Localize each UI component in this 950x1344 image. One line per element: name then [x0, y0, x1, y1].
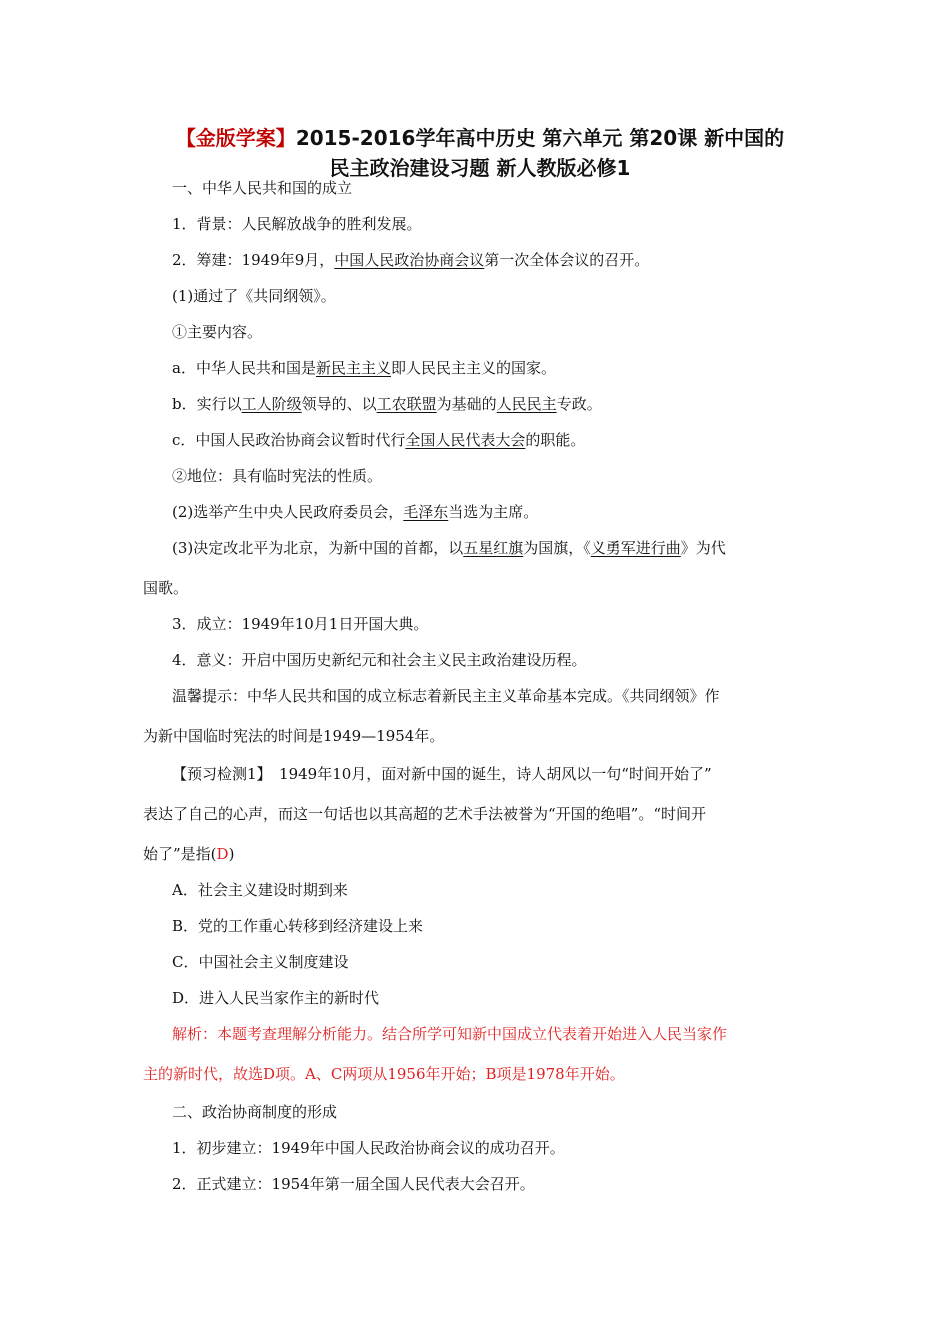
background-line: 1．背景：人民解放战争的胜利发展。 [172, 215, 422, 233]
status-line: ②地位：具有临时宪法的性质。 [172, 467, 383, 485]
content-c-line: c．中国人民政治协商会议暂时代行全国人民代表大会的职能。 [172, 431, 586, 449]
tip-line-1: 温馨提示：中华人民共和国的成立标志着新民主主义革命基本完成。《共同纲领》作 [172, 687, 720, 705]
question-line-3: 始了”是指(D) [143, 845, 235, 863]
analysis-line-1: 解析：本题考查理解分析能力。结合所学可知新中国成立代表着开始进入人民当家作 [172, 1025, 728, 1043]
election-line: (2)选举产生中央人民政府委员会，毛泽东当选为主席。 [172, 503, 539, 521]
capital-flag-line: (3)决定改北平为北京，为新中国的首都，以五星红旗为国旗，《义勇军进行曲》为代 [172, 539, 726, 557]
tip-line-2: 为新中国临时宪法的时间是1949—1954年。 [143, 727, 445, 745]
option-b: B．党的工作重心转移到经济建设上来 [172, 917, 424, 935]
blank-mao-zedong: 毛泽东 [403, 503, 449, 521]
question-line-1: 【预习检测1】 1949年10月，面对新中国的诞生，诗人胡风以一句“时间开始了” [172, 765, 712, 783]
blank-npc: 全国人民代表大会 [405, 431, 526, 449]
option-a: A．社会主义建设时期到来 [172, 881, 348, 899]
title-line-2: 民主政治建设习题 新人教版必修1 [329, 156, 631, 180]
section-heading-2: 二、政治协商制度的形成 [172, 1103, 338, 1121]
blank-cppcc: 中国人民政治协商会议 [334, 251, 485, 269]
blank-peoples-democracy: 人民民主 [496, 395, 557, 413]
main-content-line: ①主要内容。 [172, 323, 263, 341]
significance-line: 4．意义：开启中国历史新纪元和社会主义民主政治建设历程。 [172, 651, 587, 669]
content-b-line: b．实行以工人阶级领导的、以工农联盟为基础的人民民主专政。 [172, 395, 602, 413]
blank-march-of-volunteers: 义勇军进行曲 [590, 539, 681, 557]
document-title [140, 123, 820, 183]
title-line-1-text: 2015-2016学年高中历史 第六单元 第20课 新中国的 [295, 126, 785, 150]
blank-five-star-flag: 五星红旗 [463, 539, 524, 557]
option-c: C．中国社会主义制度建设 [172, 953, 349, 971]
blank-new-democracy: 新民主主义 [315, 359, 391, 377]
section-heading-1: 一、中华人民共和国的成立 [172, 179, 353, 197]
founding-line: 3．成立：1949年10月1日开国大典。 [172, 615, 429, 633]
formal-establishment-line: 2．正式建立：1954年第一届全国人民代表大会召开。 [172, 1175, 535, 1193]
blank-working-class: 工人阶级 [241, 395, 302, 413]
anthem-line-end: 国歌。 [143, 579, 189, 597]
title-line-1 [140, 123, 820, 153]
common-program-line: (1)通过了《共同纲领》。 [172, 287, 336, 305]
answer-letter: D [216, 845, 229, 863]
blank-worker-peasant-alliance: 工农联盟 [376, 395, 437, 413]
content-a-line: a．中华人民共和国是新民主主义即人民民主主义的国家。 [172, 359, 556, 377]
question-line-2: 表达了自己的心声，而这一句话也以其高超的艺术手法被誉为“开国的绝唱”。“时间开 [143, 805, 707, 823]
option-d: D．进入人民当家作主的新时代 [172, 989, 380, 1007]
title-bracket: 【金版学案】 [175, 126, 296, 150]
preparation-line: 2．筹建：1949年9月，中国人民政治协商会议第一次全体会议的召开。 [172, 251, 650, 269]
initial-establishment-line: 1．初步建立：1949年中国人民政治协商会议的成功召开。 [172, 1139, 565, 1157]
analysis-line-2: 主的新时代，故选D项。A、C两项从1956年开始；B项是1978年开始。 [143, 1065, 625, 1083]
